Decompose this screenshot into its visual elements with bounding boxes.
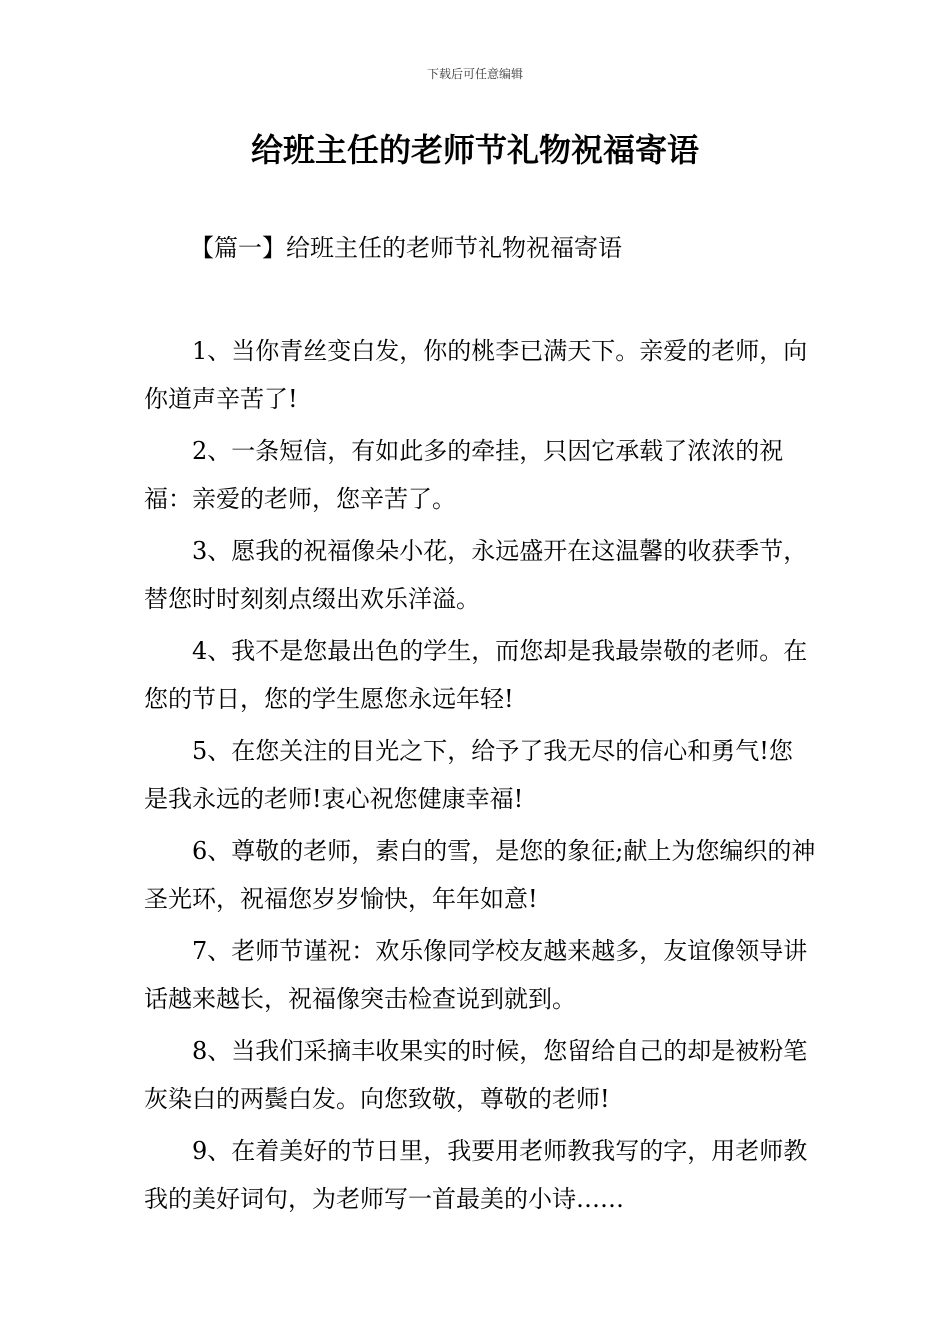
paragraph-3: 3、愿我的祝福像朵小花，永远盛开在这温馨的收获季节，替您时时刻刻点缀出欢乐洋溢。: [144, 537, 808, 613]
paragraph-2: 2、一条短信，有如此多的牵挂，只因它承载了浓浓的祝福：亲爱的老师，您辛苦了。: [144, 437, 784, 513]
paragraph-1: 1、当你青丝变白发，你的桃李已满天下。亲爱的老师，向你道声辛苦了!: [144, 337, 808, 413]
paragraph-5: 5、在您关注的目光之下，给予了我无尽的信心和勇气!您是我永远的老师!衷心祝您健康幸福!: [144, 737, 793, 813]
header-note: 下载后可任意编辑: [426, 67, 523, 81]
paragraph-9: 9、在着美好的节日里，我要用老师教我写的字，用老师教我的美好词句，为老师写一首最美的小诗……: [144, 1137, 808, 1213]
section-heading: 【篇一】给班主任的老师节礼物祝福寄语: [190, 234, 622, 262]
paragraph-6: 6、尊敬的老师，素白的雪，是您的象征;献上为您编织的神圣光环，祝福您岁岁愉快，年年如意!: [144, 837, 816, 913]
paragraph-8: 8、当我们采摘丰收果实的时候，您留给自己的却是被粉笔灰染白的两鬓白发。向您致敬，尊敬的老师!: [144, 1037, 808, 1113]
paragraph-7: 7、老师节谨祝：欢乐像同学校友越来越多，友谊像领导讲话越来越长，祝福像突击检查说到就到。: [144, 937, 808, 1013]
paragraph-4: 4、我不是您最出色的学生，而您却是我最崇敬的老师。在您的节日，您的学生愿您永远年轻!: [144, 637, 808, 713]
paragraph-list: [144, 327, 816, 1227]
document-title: 给班主任的老师节礼物祝福寄语: [250, 131, 699, 169]
